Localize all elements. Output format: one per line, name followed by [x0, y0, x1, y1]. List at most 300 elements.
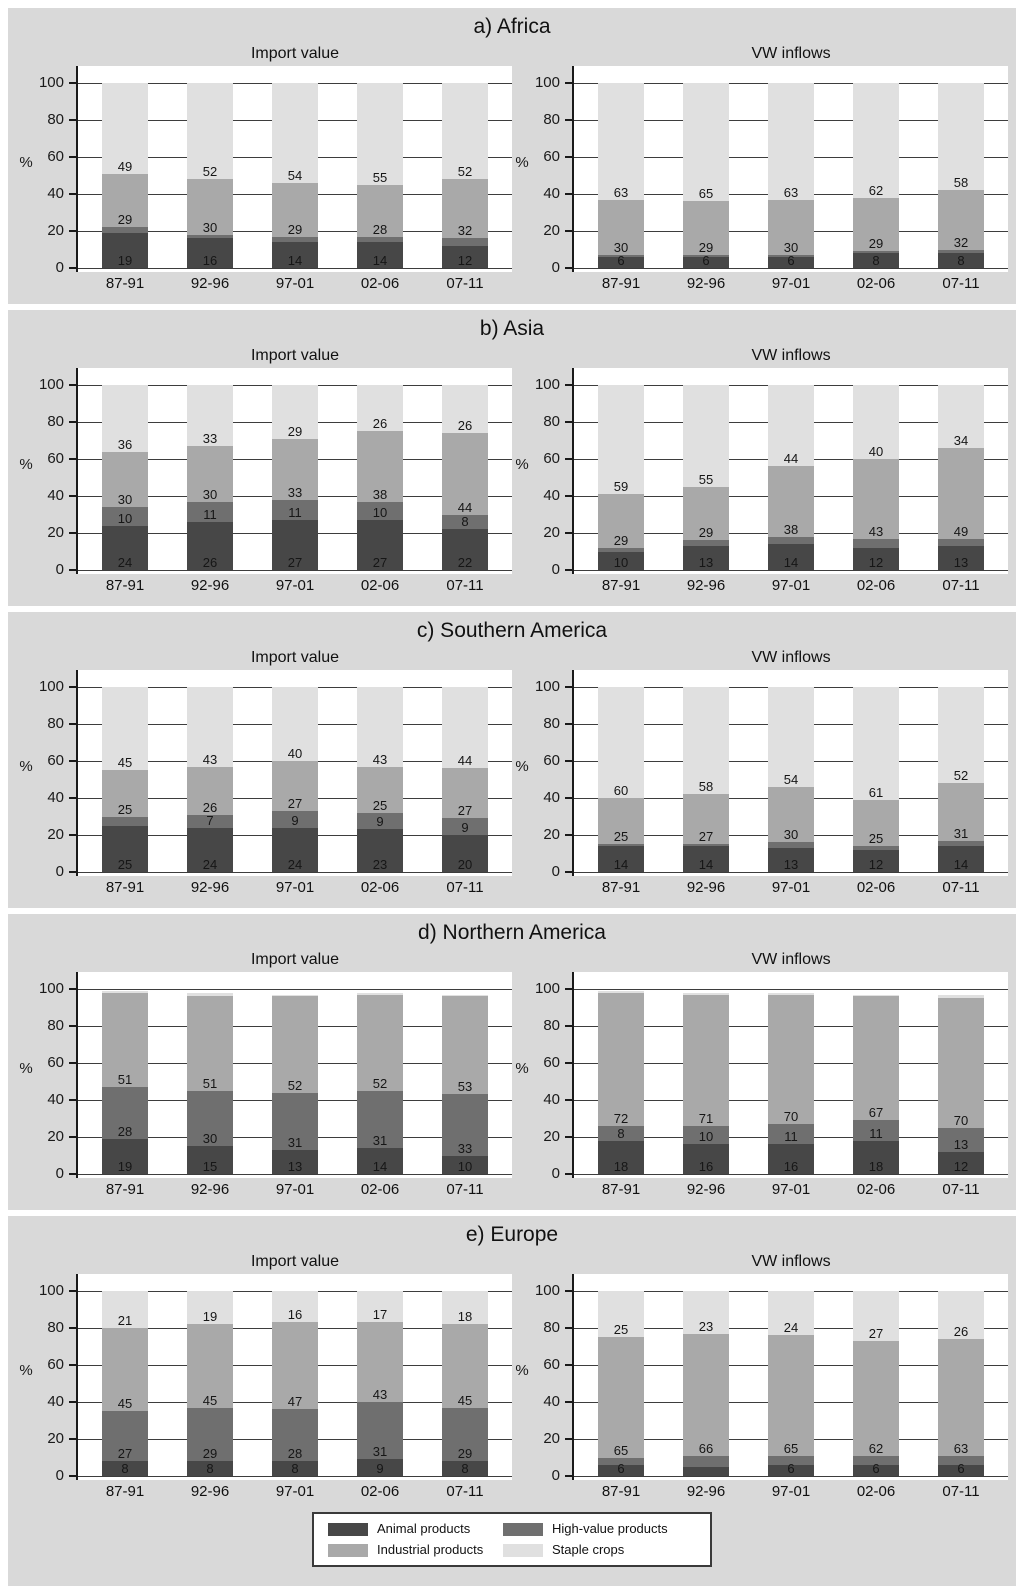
- y-tick-label: 20: [47, 524, 64, 541]
- bar-value-label-high_value: 7: [206, 812, 214, 828]
- chart-vw-inflows: [512, 948, 1008, 1198]
- bar-value-label-industrial: 25: [868, 831, 884, 847]
- bar-value-label-animal: 6: [787, 1461, 795, 1476]
- segment-industrial: [683, 995, 729, 1126]
- bar-value-label-staple: 55: [698, 471, 714, 487]
- legend-label: Staple crops: [552, 1542, 625, 1557]
- bar-value-label-animal: 23: [372, 857, 388, 872]
- bar-value-label-staple: 25: [613, 1322, 629, 1338]
- bar-value-label-high_value: 31: [287, 1134, 303, 1150]
- gridline: [574, 570, 1008, 571]
- y-tick-label: 20: [543, 1128, 560, 1145]
- bar-value-label-high_value: 28: [287, 1446, 303, 1462]
- percent-axis-label: %: [19, 757, 33, 775]
- y-tick-mark: [69, 834, 76, 836]
- y-tick-mark: [69, 458, 76, 460]
- bar-value-label-high_value: 10: [698, 1129, 714, 1145]
- y-tick-label: 0: [55, 863, 64, 880]
- y-tick-mark: [565, 119, 572, 121]
- bar-group-02-06: [357, 385, 403, 570]
- y-tick-mark: [69, 230, 76, 232]
- percent-axis-label: %: [515, 757, 529, 775]
- percent-axis-label: %: [515, 455, 529, 473]
- x-tick-label: 92-96: [686, 577, 726, 594]
- bar-value-label-industrial: 66: [698, 1440, 714, 1456]
- bar-value-label-industrial: 47: [287, 1394, 303, 1410]
- x-tick-label: 02-06: [360, 879, 400, 896]
- y-tick-label: 20: [47, 826, 64, 843]
- bar-group-07-11: [938, 83, 984, 268]
- plot-area: [76, 1274, 512, 1480]
- legend-swatch-staple: [503, 1544, 543, 1557]
- legend-swatch-high_value: [503, 1523, 543, 1536]
- bar-value-label-animal: 8: [461, 1461, 469, 1476]
- bar-group-07-11: [442, 995, 488, 1174]
- bar-value-label-staple: 34: [953, 432, 969, 448]
- bar-group-07-11: [938, 995, 984, 1174]
- legend-swatch-industrial: [328, 1544, 368, 1557]
- y-tick-label: 40: [47, 1393, 64, 1410]
- bar-value-label-industrial: 33: [287, 484, 303, 500]
- bar-group-92-96: [187, 687, 233, 872]
- bar-value-label-high_value: 29: [457, 1446, 473, 1462]
- chart-title: Import value: [250, 1253, 340, 1270]
- bar-value-label-animal: 16: [783, 1159, 799, 1174]
- bars: [78, 83, 512, 268]
- bar-group-97-01: [272, 1291, 318, 1476]
- y-tick-label: 100: [534, 980, 560, 997]
- gridline: [574, 1174, 1008, 1175]
- x-tick-label: 87-91: [601, 1181, 641, 1198]
- y-tick-mark: [565, 193, 572, 195]
- x-tick-label: 07-11: [446, 1483, 484, 1500]
- y-tick-mark: [69, 686, 76, 688]
- x-tick-label: 87-91: [105, 879, 145, 896]
- percent-axis-label: %: [515, 1361, 529, 1379]
- bar-value-label-animal: 10: [613, 555, 629, 570]
- x-axis: [78, 275, 512, 292]
- y-tick-label: 0: [551, 561, 560, 578]
- y-tick-label: 60: [543, 1356, 560, 1373]
- y-tick-label: 0: [55, 1165, 64, 1182]
- y-tick-mark: [565, 1099, 572, 1101]
- bar-value-label-industrial: 25: [613, 829, 629, 845]
- bar-group-87-91: [598, 83, 644, 268]
- gridline: [574, 872, 1008, 873]
- bar-value-label-industrial: 71: [698, 1110, 714, 1126]
- x-tick-label: 07-11: [942, 1483, 980, 1500]
- chart-vw-inflows: [512, 646, 1008, 896]
- plot-area: [76, 670, 512, 876]
- y-tick-mark: [565, 384, 572, 386]
- bar-group-97-01: [768, 993, 814, 1174]
- charts-row: [8, 948, 1016, 1198]
- bar-value-label-staple: 52: [202, 164, 218, 180]
- bar-value-label-staple: 49: [117, 158, 133, 174]
- y-tick-mark: [69, 1173, 76, 1175]
- y-tick-label: 40: [543, 185, 560, 202]
- segment-staple: [683, 687, 729, 794]
- bar-group-87-91: [102, 991, 148, 1174]
- bar-value-label-industrial: 25: [372, 797, 388, 813]
- y-tick-label: 60: [543, 1054, 560, 1071]
- x-tick-label: 02-06: [856, 1181, 896, 1198]
- y-tick-label: 0: [551, 259, 560, 276]
- bar-group-97-01: [768, 83, 814, 268]
- y-tick-label: 100: [534, 376, 560, 393]
- bar-value-label-industrial: 62: [868, 1440, 884, 1456]
- bar-value-label-staple: 26: [372, 416, 388, 432]
- x-axis: [78, 1181, 512, 1198]
- segment-staple: [853, 83, 899, 198]
- percent-axis-label: %: [19, 1059, 33, 1077]
- y-tick-label: 80: [543, 1017, 560, 1034]
- bar-group-02-06: [853, 687, 899, 872]
- charts-row: [8, 646, 1016, 896]
- gridline: [78, 1174, 512, 1175]
- bar-value-label-staple: 27: [868, 1325, 884, 1341]
- bar-value-label-industrial: 49: [953, 523, 969, 539]
- y-tick-mark: [565, 421, 572, 423]
- bar-value-label-staple: 43: [202, 751, 218, 767]
- bar-group-07-11: [442, 83, 488, 268]
- bar-value-label-industrial: 38: [372, 486, 388, 502]
- bar-value-label-animal: 19: [117, 1159, 133, 1174]
- y-tick-mark: [69, 1364, 76, 1366]
- bar-value-label-staple: 40: [287, 746, 303, 761]
- segment-industrial: [938, 1339, 984, 1456]
- chart-vw-inflows: [512, 344, 1008, 594]
- y-tick-label: 20: [47, 222, 64, 239]
- y-tick-label: 40: [47, 789, 64, 806]
- y-tick-mark: [69, 1136, 76, 1138]
- bar-value-label-industrial: 30: [783, 827, 799, 843]
- bar-value-label-high_value: 8: [461, 514, 469, 530]
- bar-value-label-high_value: 11: [784, 1129, 798, 1145]
- y-tick-mark: [69, 1327, 76, 1329]
- bar-value-label-staple: 65: [698, 186, 714, 202]
- bar-value-label-industrial: 72: [613, 1110, 629, 1126]
- segment-industrial: [768, 995, 814, 1125]
- panel-b-asia: [8, 310, 1016, 606]
- chart-body: [512, 368, 1008, 578]
- bar-value-label-industrial: 30: [783, 240, 799, 256]
- x-axis: [78, 577, 512, 594]
- y-tick-label: 20: [543, 222, 560, 239]
- y-tick-label: 100: [534, 1282, 560, 1299]
- bar-value-label-animal: 18: [868, 1159, 884, 1174]
- gridline: [78, 989, 512, 990]
- bar-value-label-industrial: 27: [698, 829, 714, 845]
- x-tick-label: 87-91: [601, 1483, 641, 1500]
- y-tick-mark: [565, 1173, 572, 1175]
- bar-value-label-animal: 6: [957, 1461, 965, 1476]
- y-tick-label: 60: [47, 450, 64, 467]
- bar-group-97-01: [272, 83, 318, 268]
- panel-title: c) Southern America: [416, 619, 608, 642]
- legend-item-animal: [328, 1521, 503, 1537]
- bar-value-label-animal: 14: [287, 253, 303, 268]
- y-tick-mark: [565, 230, 572, 232]
- bar-value-label-staple: 40: [868, 444, 884, 459]
- y-tick-mark: [69, 1438, 76, 1440]
- gridline: [574, 268, 1008, 269]
- bar-value-label-high_value: 30: [202, 1131, 218, 1147]
- y-tick-mark: [69, 1475, 76, 1477]
- bar-group-97-01: [272, 995, 318, 1174]
- bar-value-label-industrial: 29: [698, 240, 714, 256]
- y-tick-label: 40: [543, 1091, 560, 1108]
- bar-value-label-staple: 58: [953, 175, 969, 191]
- panel-c-southern-america: [8, 612, 1016, 908]
- bar-value-label-staple: 60: [613, 783, 629, 798]
- bar-value-label-animal: 24: [287, 857, 303, 872]
- y-tick-label: 60: [543, 450, 560, 467]
- bar-group-92-96: [683, 83, 729, 268]
- x-tick-label: 02-06: [360, 577, 400, 594]
- panel-title: b) Asia: [479, 317, 545, 340]
- percent-axis-label: %: [19, 455, 33, 473]
- y-tick-mark: [565, 797, 572, 799]
- x-tick-label: 87-91: [601, 275, 641, 292]
- x-tick-label: 87-91: [601, 577, 641, 594]
- bar-value-label-industrial: 29: [868, 236, 884, 252]
- percent-axis-label: %: [515, 153, 529, 171]
- bar-group-97-01: [768, 1291, 814, 1476]
- bar-value-label-animal: 20: [457, 857, 473, 872]
- bar-value-label-industrial: 25: [117, 801, 133, 817]
- segment-staple: [598, 83, 644, 200]
- bar-value-label-industrial: 70: [783, 1109, 799, 1125]
- chart-title: Import value: [250, 649, 340, 666]
- bar-group-87-91: [102, 1291, 148, 1476]
- y-tick-label: 80: [47, 715, 64, 732]
- x-tick-label: 87-91: [601, 879, 641, 896]
- y-tick-label: 100: [38, 1282, 64, 1299]
- chart-title: VW inflows: [751, 1253, 831, 1270]
- bar-value-label-industrial: 45: [457, 1392, 473, 1408]
- y-tick-label: 80: [47, 413, 64, 430]
- bar-group-07-11: [938, 687, 984, 872]
- bar-value-label-animal: 19: [117, 253, 133, 268]
- bar-value-label-animal: 15: [202, 1159, 218, 1174]
- y-tick-label: 0: [551, 863, 560, 880]
- y-tick-mark: [69, 532, 76, 534]
- y-axis: [16, 66, 76, 276]
- y-tick-label: 0: [55, 561, 64, 578]
- segment-staple: [683, 83, 729, 201]
- bar-value-label-staple: 55: [372, 169, 388, 185]
- bar-group-02-06: [357, 687, 403, 872]
- panel-a-africa: [8, 8, 1016, 304]
- y-tick-label: 20: [47, 1128, 64, 1145]
- bar-group-87-91: [598, 1291, 644, 1476]
- y-tick-label: 60: [543, 148, 560, 165]
- bar-value-label-animal: 9: [376, 1461, 384, 1476]
- segment-staple: [938, 83, 984, 190]
- chart-body: [16, 972, 512, 1182]
- y-tick-mark: [565, 82, 572, 84]
- plot-area: [572, 1274, 1008, 1480]
- bar-value-label-animal: 25: [117, 857, 133, 872]
- y-axis: [16, 1274, 76, 1484]
- bar-group-92-96: [683, 687, 729, 872]
- x-tick-label: 87-91: [105, 1483, 145, 1500]
- x-tick-label: 97-01: [275, 1483, 315, 1500]
- chart-title: VW inflows: [751, 45, 831, 62]
- y-tick-mark: [565, 1136, 572, 1138]
- plot-area: [76, 66, 512, 272]
- y-tick-label: 100: [38, 678, 64, 695]
- chart-import-value: [16, 1250, 512, 1500]
- bar-value-label-staple: 59: [613, 479, 629, 495]
- y-tick-label: 80: [47, 111, 64, 128]
- bar-value-label-high_value: 9: [376, 814, 384, 830]
- bar-value-label-high_value: 10: [372, 505, 388, 521]
- x-tick-label: 87-91: [105, 577, 145, 594]
- segment-industrial: [598, 993, 644, 1126]
- y-tick-label: 0: [551, 1165, 560, 1182]
- bar-value-label-animal: 8: [872, 253, 880, 268]
- bar-group-87-91: [102, 83, 148, 268]
- bar-group-92-96: [187, 993, 233, 1174]
- bar-value-label-industrial: 28: [372, 221, 388, 237]
- y-tick-label: 80: [543, 715, 560, 732]
- bar-value-label-staple: 54: [287, 167, 303, 183]
- y-tick-mark: [69, 495, 76, 497]
- bar-group-02-06: [853, 385, 899, 570]
- plot-area: [572, 368, 1008, 574]
- bar-value-label-high_value: 28: [117, 1123, 133, 1139]
- y-axis: [512, 972, 572, 1182]
- x-tick-label: 07-11: [446, 275, 484, 292]
- bar-value-label-animal: 8: [206, 1461, 214, 1476]
- bar-value-label-staple: 63: [613, 184, 629, 200]
- bar-value-label-industrial: 30: [202, 486, 218, 502]
- y-tick-mark: [565, 532, 572, 534]
- y-tick-label: 80: [543, 1319, 560, 1336]
- bar-group-02-06: [357, 993, 403, 1174]
- y-tick-mark: [565, 834, 572, 836]
- x-tick-label: 07-11: [942, 275, 980, 292]
- bar-value-label-industrial: 44: [457, 499, 473, 515]
- legend-label: High-value products: [552, 1521, 668, 1536]
- gridline: [78, 1476, 512, 1477]
- chart-body: [16, 66, 512, 276]
- bar-value-label-industrial: 65: [783, 1440, 799, 1456]
- bar-value-label-staple: 62: [868, 182, 884, 198]
- chart-import-value: [16, 948, 512, 1198]
- bar-value-label-industrial: 30: [202, 219, 218, 235]
- legend-swatch-animal: [328, 1523, 368, 1536]
- legend: [312, 1512, 712, 1567]
- bar-value-label-animal: 14: [783, 555, 799, 570]
- x-tick-label: 07-11: [446, 879, 484, 896]
- x-tick-label: 07-11: [446, 1181, 484, 1198]
- x-tick-label: 07-11: [942, 1181, 980, 1198]
- bar-group-87-91: [598, 991, 644, 1174]
- y-tick-mark: [565, 1327, 572, 1329]
- bar-group-02-06: [357, 83, 403, 268]
- y-tick-mark: [69, 421, 76, 423]
- y-tick-label: 40: [543, 487, 560, 504]
- bar-value-label-animal: 27: [372, 555, 388, 570]
- bar-value-label-high_value: 9: [291, 812, 299, 828]
- bar-value-label-industrial: 29: [287, 221, 303, 237]
- bar-value-label-staple: 23: [698, 1318, 714, 1334]
- chart-import-value: [16, 42, 512, 292]
- bar-value-label-animal: 8: [291, 1461, 299, 1476]
- x-tick-label: 97-01: [771, 1181, 811, 1198]
- y-tick-label: 60: [47, 752, 64, 769]
- y-tick-label: 40: [47, 1091, 64, 1108]
- x-tick-label: 97-01: [771, 275, 811, 292]
- bars: [574, 83, 1008, 268]
- x-tick-label: 92-96: [190, 879, 230, 896]
- y-tick-mark: [69, 193, 76, 195]
- percent-axis-label: %: [19, 153, 33, 171]
- y-axis: [512, 1274, 572, 1484]
- bar-value-label-staple: 63: [783, 184, 799, 200]
- bar-value-label-animal: 14: [698, 857, 714, 872]
- y-axis: [16, 368, 76, 578]
- bar-value-label-industrial: 70: [953, 1112, 969, 1128]
- bar-group-97-01: [768, 687, 814, 872]
- y-tick-mark: [69, 1062, 76, 1064]
- charts-row: [8, 344, 1016, 594]
- bar-value-label-industrial: 51: [202, 1075, 218, 1091]
- bar-value-label-animal: 12: [457, 253, 473, 268]
- bar-value-label-industrial: 29: [117, 212, 133, 228]
- legend-label: Animal products: [377, 1521, 471, 1536]
- segment-staple: [598, 385, 644, 494]
- bar-value-label-staple: 18: [457, 1309, 473, 1325]
- plot-area: [76, 368, 512, 574]
- bar-value-label-industrial: 30: [117, 492, 133, 508]
- bar-group-97-01: [272, 687, 318, 872]
- chart-title: VW inflows: [751, 347, 831, 364]
- x-tick-label: 97-01: [275, 879, 315, 896]
- bar-group-87-91: [598, 385, 644, 570]
- y-tick-mark: [565, 760, 572, 762]
- bar-value-label-industrial: 65: [613, 1442, 629, 1458]
- segment-animal: [683, 1467, 729, 1476]
- bar-value-label-animal: 12: [868, 555, 884, 570]
- y-tick-label: 20: [543, 1430, 560, 1447]
- y-tick-mark: [69, 119, 76, 121]
- plot-area: [76, 972, 512, 1178]
- bars: [574, 991, 1008, 1174]
- y-tick-mark: [69, 871, 76, 873]
- y-tick-label: 40: [47, 487, 64, 504]
- bars: [574, 687, 1008, 872]
- panel-title: e) Europe: [465, 1223, 559, 1246]
- x-tick-label: 92-96: [686, 1483, 726, 1500]
- y-tick-mark: [69, 723, 76, 725]
- chart-title: Import value: [250, 347, 340, 364]
- bar-value-label-animal: 24: [117, 555, 133, 570]
- bar-group-07-11: [442, 1291, 488, 1476]
- bar-value-label-animal: 8: [121, 1461, 129, 1476]
- y-tick-label: 0: [55, 1467, 64, 1484]
- bar-value-label-industrial: 43: [868, 523, 884, 539]
- x-tick-label: 02-06: [360, 275, 400, 292]
- y-tick-label: 80: [47, 1017, 64, 1034]
- bar-value-label-animal: 26: [202, 555, 218, 570]
- bar-value-label-staple: 45: [117, 755, 133, 771]
- x-axis: [78, 1483, 512, 1500]
- panel-title: a) Africa: [473, 15, 551, 38]
